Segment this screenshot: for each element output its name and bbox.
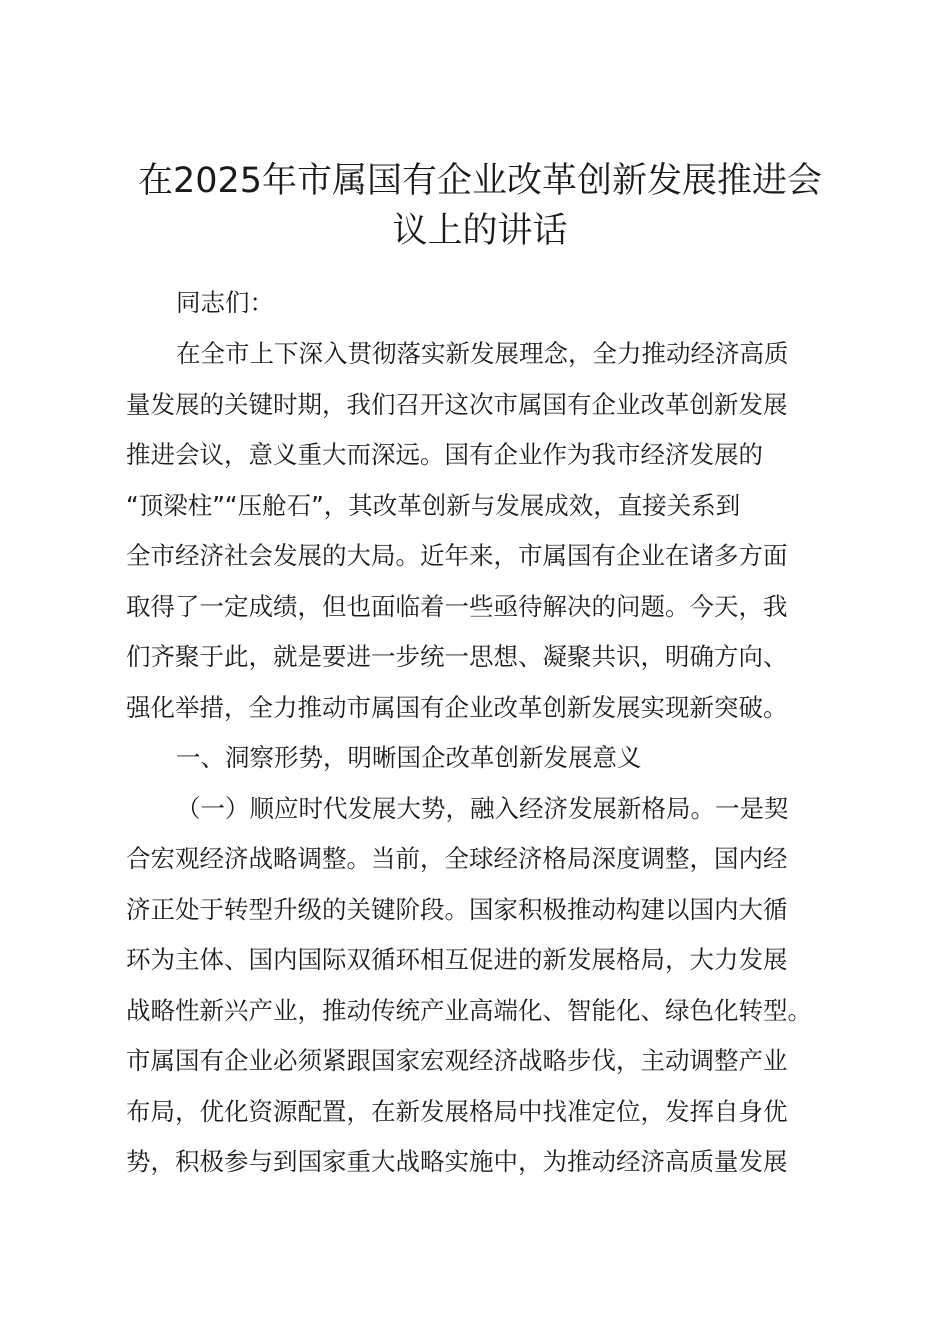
text-line: 环为主体、国内国际双循环相互促进的新发展格局，大力发展: [126, 945, 788, 974]
title-line-2: 议上的讲话: [392, 211, 568, 251]
text-line: 市属国有企业必须紧跟国家宏观经济战略步伐，主动调整产业: [126, 1046, 788, 1075]
text-line: 布局，优化资源配置，在新发展格局中找准定位，发挥自身优: [126, 1096, 788, 1126]
section-heading: 一、洞察形势，明晰国企改革创新发展意义: [176, 743, 642, 772]
text-line: 强化举措，全力推动市属国有企业改革创新发展实现新突破。: [126, 692, 788, 722]
title-line-1: 在2025年市属国有企业改革创新发展推进会: [137, 161, 823, 201]
text-line: 取得了一定成绩，但也面临着一些亟待解决的问题。今天，我: [126, 591, 788, 621]
text-line: 在全市上下深入贯彻落实新发展理念，全力推动经济高质: [176, 339, 789, 368]
document-title: [110, 156, 850, 256]
text-line: 们齐聚于此，就是要进一步统一思想、凝聚共识，明确方向、: [126, 642, 788, 671]
text-line: 战略性新兴产业，推动传统产业高端化、智能化、绿色化转型。: [126, 995, 812, 1025]
text-line: 推进会议，意义重大而深远。国有企业作为我市经济发展的: [126, 440, 763, 469]
text-line: “顶梁柱”“压舱石”，其改革创新与发展成效，直接关系到: [126, 490, 741, 520]
salutation: [126, 278, 846, 329]
text-line: 势，积极参与到国家重大战略实施中，为推动经济高质量发展: [126, 1147, 788, 1176]
text-line: 济正处于转型升级的关键阶段。国家积极推动构建以国内大循: [126, 894, 788, 924]
salutation-text: 同志们：: [176, 288, 274, 317]
text-line: 全市经济社会发展的大局。近年来，市属国有企业在诸多方面: [126, 541, 788, 570]
text-line: （一）顺应时代发展大势，融入经济发展新格局。一是契: [176, 793, 789, 823]
body-text: [126, 329, 846, 1188]
text-line: 合宏观经济战略调整。当前，全球经济格局深度调整，国内经: [126, 844, 788, 873]
text-line: 量发展的关键时期，我们召开这次市属国有企业改革创新发展: [126, 389, 788, 419]
